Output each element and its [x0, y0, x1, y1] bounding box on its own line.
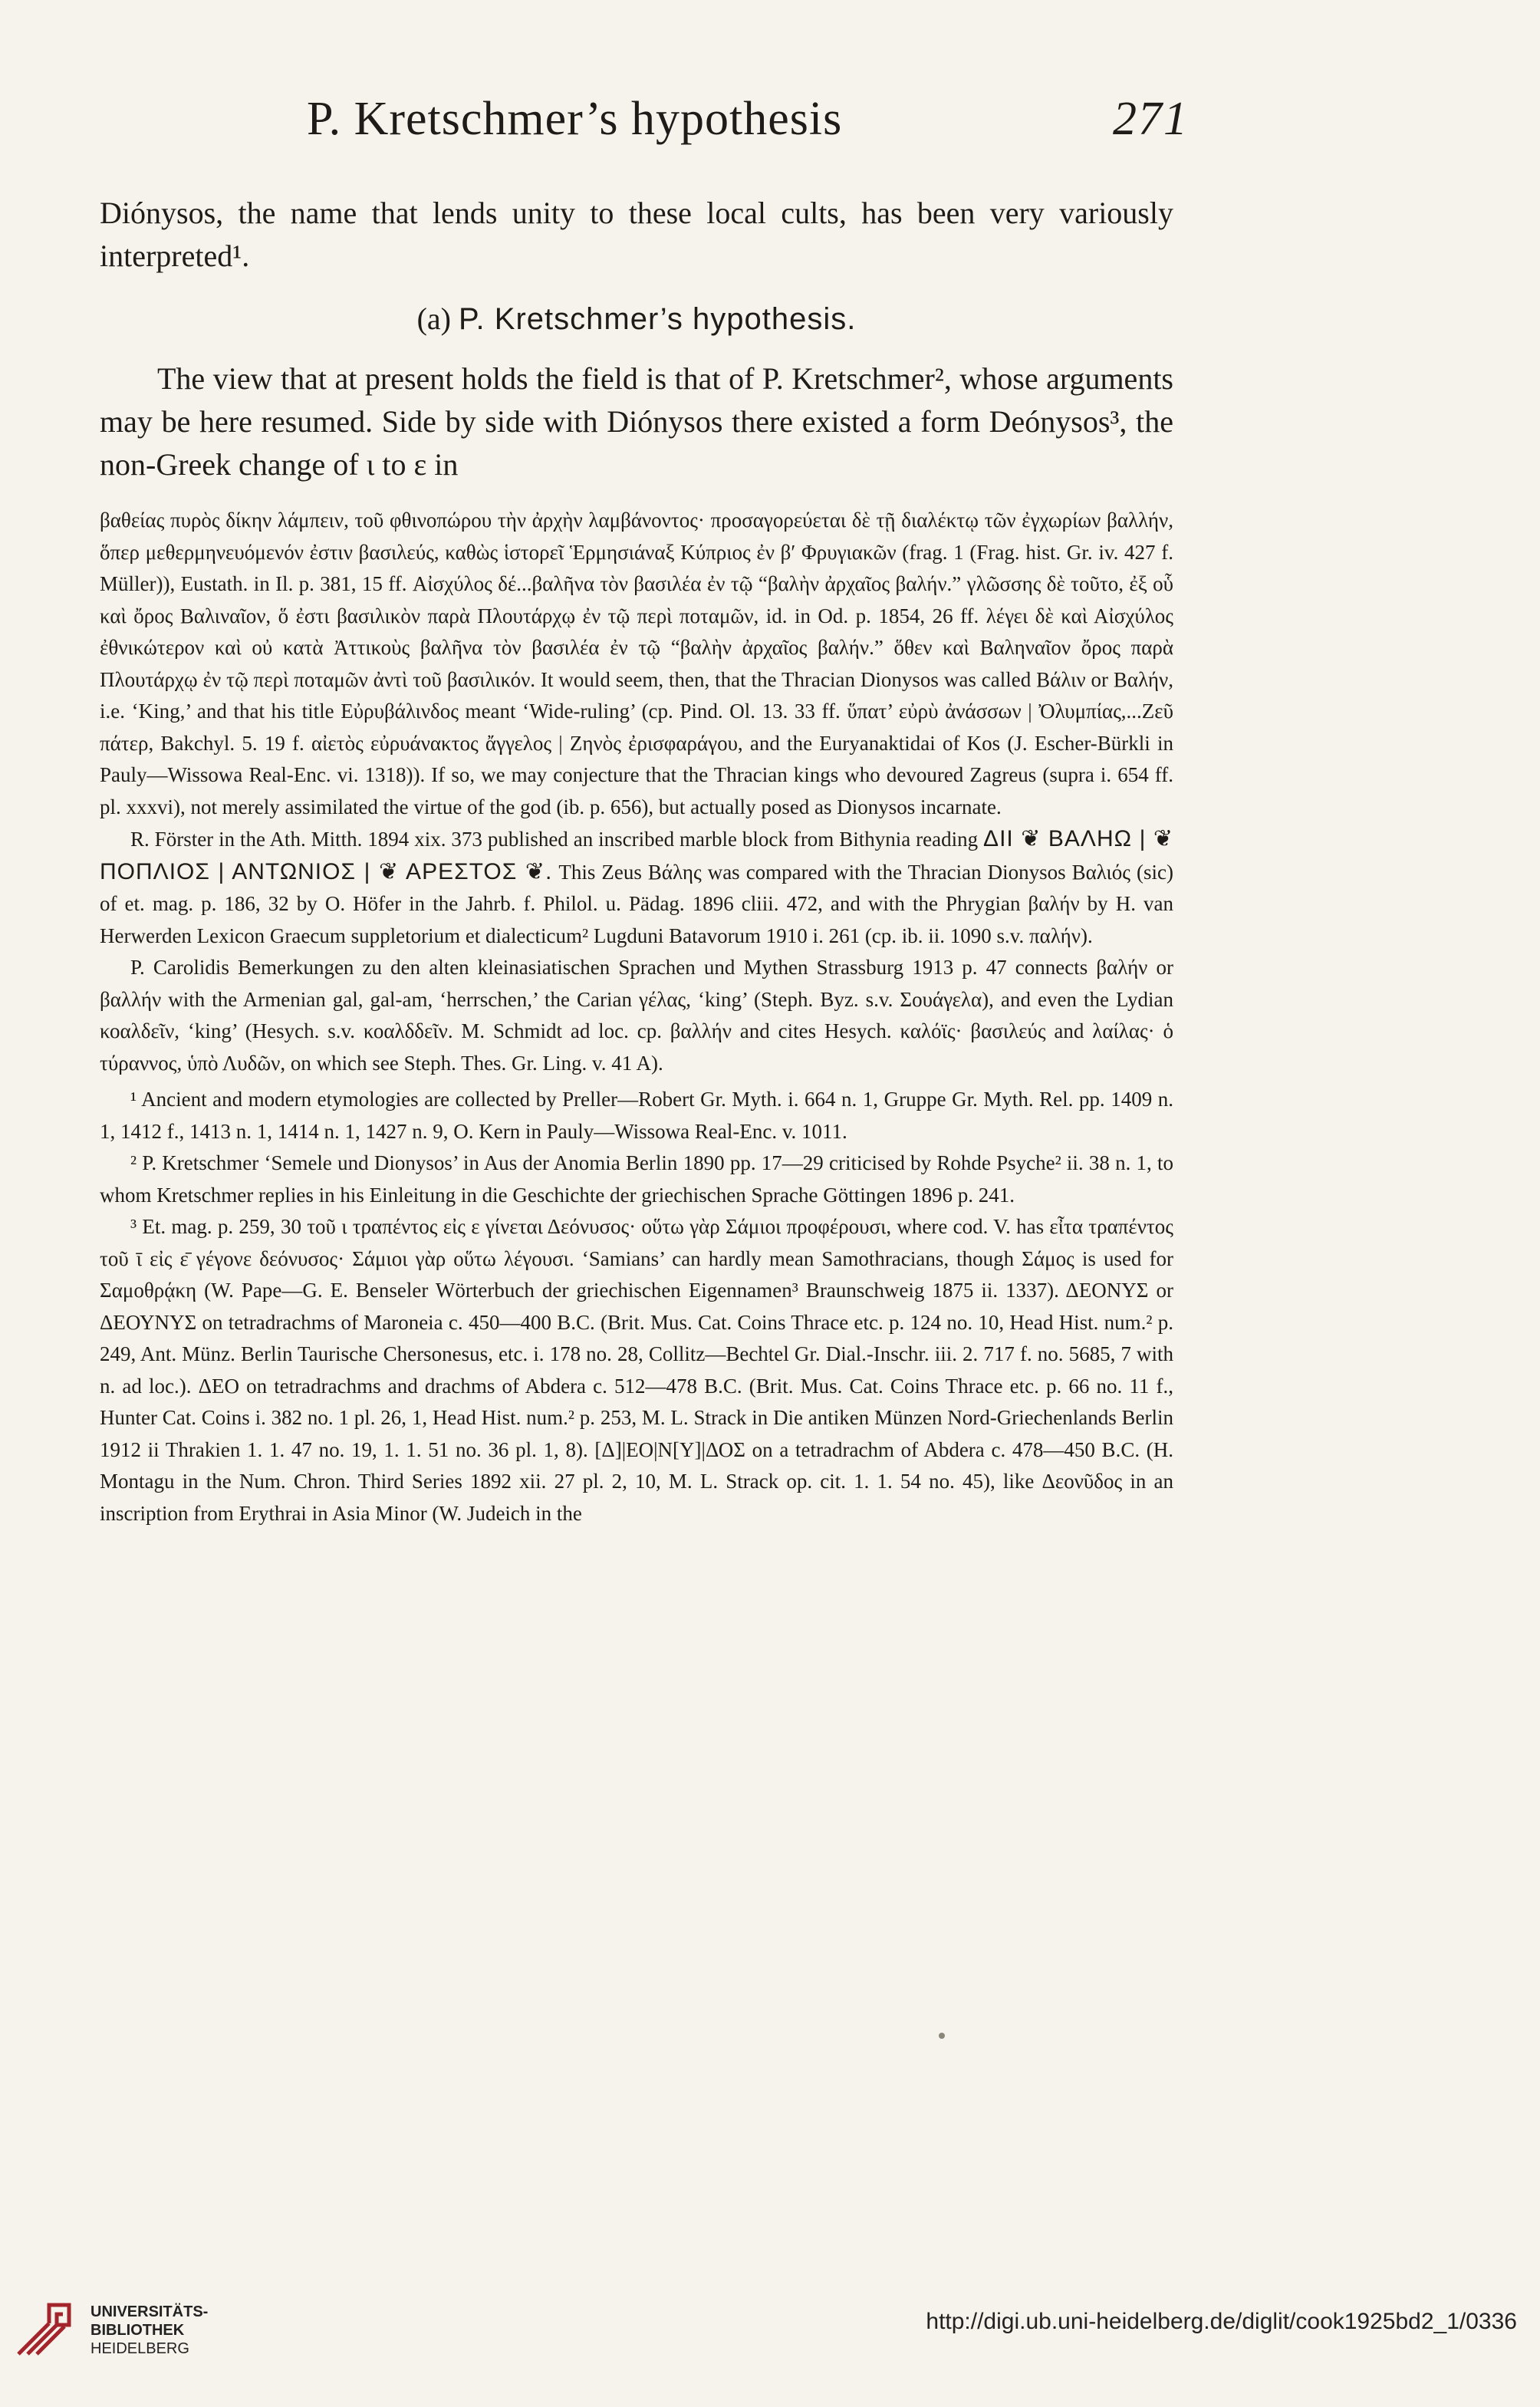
page-footer	[0, 2263, 1540, 2407]
library-name-line-3: HEIDELBERG	[90, 2340, 189, 2357]
footnote-3: ³ Et. mag. p. 259, 30 τοῦ ι τραπέντος εἰς ε γίνεται Δεόνυσος· οὕτω γὰρ Σάμιοι προφέρουσι, where cod. V. has εἶτα τραπέντος τοῦ ῑ εἰς ε̄ γέγονε δεόνυσος· Σάμιοι γὰρ οὕτω λέγουσι. ‘Samians’ can hardly mean Samothracians, though Σάμος is used for Σαμοθρᾴκη (W. Pape—G. E. Benseler Wörterbuch der griechischen Eigennamen³ Braunschweig 1875 ii. 1337). ΔΕΟΝΥΣ or ΔΕΟΥΝΥΣ on tetradrachms of Maroneia c. 450—400 B.C. (Brit. Mus. Cat. Coins Thrace etc. p. 124 no. 10, Head Hist. num.² p. 249, Ant. Münz. Berlin Taurische Chersonesus, etc. i. 178 no. 28, Collitz—Bechtel Gr. Dial.-Inschr. iii. 2. 717 f. no. 5685, 7 with n. ad loc.). ΔΕΟ on tetradrachms and drachms of Abdera c. 512—478 B.C. (Brit. Mus. Cat. Coins Thrace etc. p. 66 no. 11 f., Hunter Cat. Coins i. 382 no. 1 pl. 26, 1, Head Hist. num.² p. 253, M. L. Strack in Die antiken Münzen Nord-Griechenlands Berlin 1912 ii Thrakien 1. 1. 47 no. 19, 1. 1. 51 no. 36 pl. 1, 8). [Δ]|ΕΟ|Ν[Υ]|ΔΟΣ on a tetradrachm of Abdera c. 478—450 B.C. (H. Montagu in the Num. Chron. Third Series 1892 xii. 27 pl. 2, 10, M. L. Strack op. cit. 1. 1. 54 no. 45), like Δεονῦδος in an inscription from Erythrai in Asia Minor (W. Judeich in the	[100, 1215, 1173, 1525]
intro-paragraph: Diónysos, the name that lends unity to these local cults, has been very variously interpreted¹.	[100, 196, 1173, 273]
page-header	[307, 92, 1189, 161]
forster-text-after: This Zeus Βάλης was compared with the Thracian Dionysos Βαλιός (sic) of et. mag. p. 186, 32 by O. Höfer in the Jahrb. f. Philol. u. Pädag. 1896 cliii. 472, and with the Phrygian βαλήν by H. van Herwerden Lexicon Graecum suppletorium et dialecticum² Lugduni Batavorum 1910 i. 261 (cp. ib. ii. 1090 s.v. παλήν).	[100, 860, 1173, 947]
page-number: 271	[1113, 93, 1189, 145]
footnote-block	[100, 505, 1173, 1529]
forster-paragraph	[100, 823, 1173, 952]
source-url-link[interactable]: http://digi.ub.uni-heidelberg.de/diglit/cook1925bd2_1/0336	[926, 2309, 1517, 2334]
running-head: P. Kretschmer’s hypothesis	[307, 93, 843, 145]
footnote-1: ¹ Ancient and modern etymologies are collected by Preller—Robert Gr. Myth. i. 664 n. 1, Gruppe Gr. Myth. Rel. pp. 1409 n. 1, 1412 f., 1413 n. 1, 1414 n. 1, 1427 n. 9, O. Kern in Pauly—Wissowa Real-Enc. v. 1011.	[100, 1088, 1173, 1143]
section-title: P. Kretschmer’s hypothesis.	[459, 302, 857, 336]
footnote-2: ² P. Kretschmer ‘Semele und Dionysos’ in Aus der Anomia Berlin 1890 pp. 17—29 criticised by Rohde Psyche² ii. 38 n. 1, to whom Kretschmer replies in his Einleitung in die Geschichte der griechischen Sprache Göttingen 1896 p. 241.	[100, 1151, 1173, 1207]
section-marker: (a)	[416, 301, 452, 336]
carolidis-paragraph: P. Carolidis Bemerkungen zu den alten kleinasiatischen Sprachen und Mythen Strassburg 1913 p. 47 connects βαλήν or βαλλήν with the Armenian gal, gal-am, ‘herrschen,’ the Carian γέλας, ‘king’ (Steph. Byz. s.v. Σουάγελα), and even the Lydian κοαλδεῖν, ‘king’ (Hesych. s.v. κοαλδδεῖν. M. Schmidt ad loc. cp. βαλλήν and cites Hesych. καλόϊς· βασιλεύς and λαίλας· ὁ τύραννος, ὑπὸ Λυδῶν, on which see Steph. Thes. Gr. Ling. v. 41 A).	[100, 956, 1173, 1075]
library-name-line-2: BIBLIOTHEK	[90, 2322, 185, 2339]
section-heading	[100, 298, 1173, 341]
main-paragraph: The view that at present holds the field is that of P. Kretschmer², whose arguments may be here resumed. Side by side with Diónysos there existed a form Deónysos³, the non-Greek change of ι to ε in	[100, 361, 1173, 482]
forster-text-before: R. Förster in the Ath. Mitth. 1894 xix. 373 published an inscribed marble block from Bithynia reading	[130, 828, 979, 851]
inscription-text: ΔΙΙ ❦ ΒΑΛΗΩ | ❦ ΠΟΠΛΙΟΣ | ΑΝΤΩΝΙΟΣ | ❦ ΑΡΕΣΤΟΣ ❦.	[100, 826, 1174, 884]
library-name-line-1: UNIVERSITÄTS-	[90, 2303, 209, 2320]
footnote-continuation: βαθείας πυρὸς δίκην λάμπειν, τοῦ φθινοπώρου τὴν ἀρχὴν λαμβάνοντος· προσαγορεύεται δὲ τῇ διαλέκτῳ τῶν ἐγχωρίων βαλλήν, ὅπερ μεθερμηνευόμενόν ἐστιν βασιλεύς, καθὼς ἱστορεῖ Ἑρμησιάναξ Κύπριος ἐν β′ Φρυγιακῶν (frag. 1 (Frag. hist. Gr. iv. 427 f. Müller)), Eustath. in Il. p. 381, 15 ff. Αἰσχύλος δέ...βαλῆνα τὸν βασιλέα ἐν τῷ “βαλὴν ἀρχαῖος βαλήν.” γλῶσσης δὲ τοῦτο, ἐξ οὗ καὶ ὄρος Βαλιναῖον, ὅ ἐστι βασιλικὸν παρὰ Πλουτάρχῳ ἐν τῷ περὶ ποταμῶν, id. in Od. p. 1854, 26 ff. λέγει δὲ καὶ Αἰσχύλος ἐθνικώτερον καὶ οὐ κατὰ Ἀττικοὺς βαλῆνα τὸν βασιλέα ἐν τῷ “βαλὴν ἀρχαῖος βαλήν.” ὅθεν καὶ Βαληναῖον ὄρος παρὰ Πλουτάρχῳ ἐν τῷ περὶ ποταμῶν ἀντὶ τοῦ βασιλικόν. It would seem, then, that the Thracian Dionysos was called Βάλιν or Βαλήν, i.e. ‘King,’ and that his title Εὐρυβάλινδος meant ‘Wide-ruling’ (cp. Pind. Ol. 13. 33 ff. ὕπατ’ εὐρὺ ἀνάσσων | Ὀλυμπίας,...Ζεῦ πάτερ, Bakchyl. 5. 19 f. αἰετὸς εὐρυάνακτος ἄγγελος | Ζηνὸς ἐρισφαράγου, and the Euryanaktidai of Kos (J. Escher-Bürkli in Pauly—Wissowa Real-Enc. vi. 1318)). If so, we may conjecture that the Thracian kings who devoured Zagreus (supra i. 654 ff. pl. xxxvi), not merely assimilated the virtue of the god (ib. p. 656), but actually posed as Dionysos incarnate.	[100, 509, 1173, 818]
library-logo-icon	[14, 2297, 75, 2359]
body-text	[100, 192, 1173, 1529]
ink-speck	[939, 2033, 945, 2039]
library-name	[90, 2303, 208, 2358]
